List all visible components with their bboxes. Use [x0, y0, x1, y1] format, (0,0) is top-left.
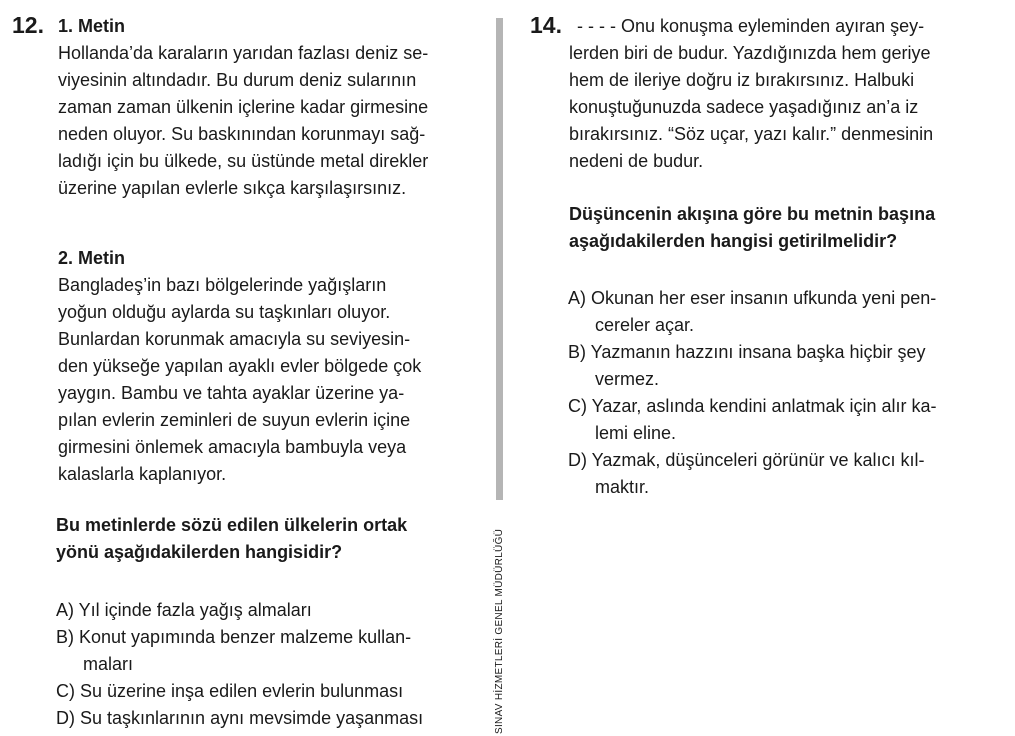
side-label: SINAV HİZMETLERİ GENEL MÜDÜRLÜĞÜ [494, 528, 505, 734]
option-line: cereler açar. [595, 315, 695, 335]
text-line: nedeni de budur. [569, 151, 704, 171]
stem-line: Bu metinlerde sözü edilen ülkelerin ortak [56, 515, 408, 535]
metin1-title: 1. Metin [58, 16, 126, 36]
text-line: Bangladeş’in bazı bölgelerinde yağışların [58, 275, 387, 295]
column-divider [496, 18, 503, 500]
option-line: A) Okunan her eser insanın ufkunda yeni pen- [568, 288, 937, 308]
question-number: 12. [12, 12, 44, 38]
option-c[interactable]: C) Su üzerine inşa edilen evlerin bulunması [56, 681, 404, 701]
text-line: viyesinin altındadır. Bu durum deniz sularının [58, 70, 417, 90]
option-line: B) Konut yapımında benzer malzeme kullan- [56, 627, 412, 647]
option-line: maktır. [595, 477, 650, 497]
text-line: den yükseğe yapılan ayaklı evler bölgede çok [58, 356, 422, 376]
metin2-title: 2. Metin [58, 248, 126, 268]
text-line: girmesini önlemek amacıyla bambuyla veya [58, 437, 407, 457]
text-line: Bunlardan korunmak amacıyla su seviyesin- [58, 329, 411, 349]
text-line: bırakırsınız. “Söz uçar, yazı kalır.” denmesinin [569, 124, 934, 144]
text-line: hem de ileriye doğru iz bırakırsınız. Halbuki [569, 70, 915, 90]
text-line: konuştuğunuzda sadece yaşadığınız an’a iz [569, 97, 919, 117]
option-line: C) Yazar, aslında kendini anlatmak için alır ka- [568, 396, 937, 416]
text-line: üzerine yapılan evlerle sıkça karşılaşırsınız. [58, 178, 407, 198]
option-line: lemi eline. [595, 423, 677, 443]
text-line: - - - - Onu konuşma eyleminden ayıran şey- [577, 16, 925, 36]
option-line: B) Yazmanın hazzını insana başka hiçbir şey [568, 342, 926, 362]
stem-line: Düşüncenin akışına göre bu metnin başına [569, 204, 936, 224]
text-line: zaman zaman ülkenin içlerine kadar girmesine [58, 97, 429, 117]
text-line: lerden biri de budur. Yazdığınızda hem geriye [569, 43, 931, 63]
question-number: 14. [530, 12, 562, 38]
text-line: pılan evlerin zeminleri de suyun evlerin içine [58, 410, 411, 430]
stem-line: yönü aşağıdakilerden hangisidir? [56, 542, 343, 562]
text-line: yaygın. Bambu ve tahta ayaklar üzerine ya- [58, 383, 405, 403]
text-line: yoğun olduğu aylarda su taşkınları oluyor. [58, 302, 391, 322]
option-line: maları [83, 654, 134, 674]
text-line: Hollanda’da karaların yarıdan fazlası deniz se- [58, 43, 429, 63]
text-line: ladığı için bu ülkede, su üstünde metal direkler [58, 151, 429, 171]
option-line: D) Yazmak, düşünceleri görünür ve kalıcı kıl- [568, 450, 925, 470]
text-line: kalaslarla kaplanıyor. [58, 464, 227, 484]
option-d[interactable]: D) Su taşkınlarının aynı mevsimde yaşanması [56, 708, 424, 728]
option-line: vermez. [595, 369, 660, 389]
stem-line: aşağıdakilerden hangisi getirilmelidir? [569, 231, 898, 251]
option-a[interactable]: A) Yıl içinde fazla yağış almaları [56, 600, 312, 620]
text-line: neden oluyor. Su baskınından korunmayı sağ- [58, 124, 426, 144]
